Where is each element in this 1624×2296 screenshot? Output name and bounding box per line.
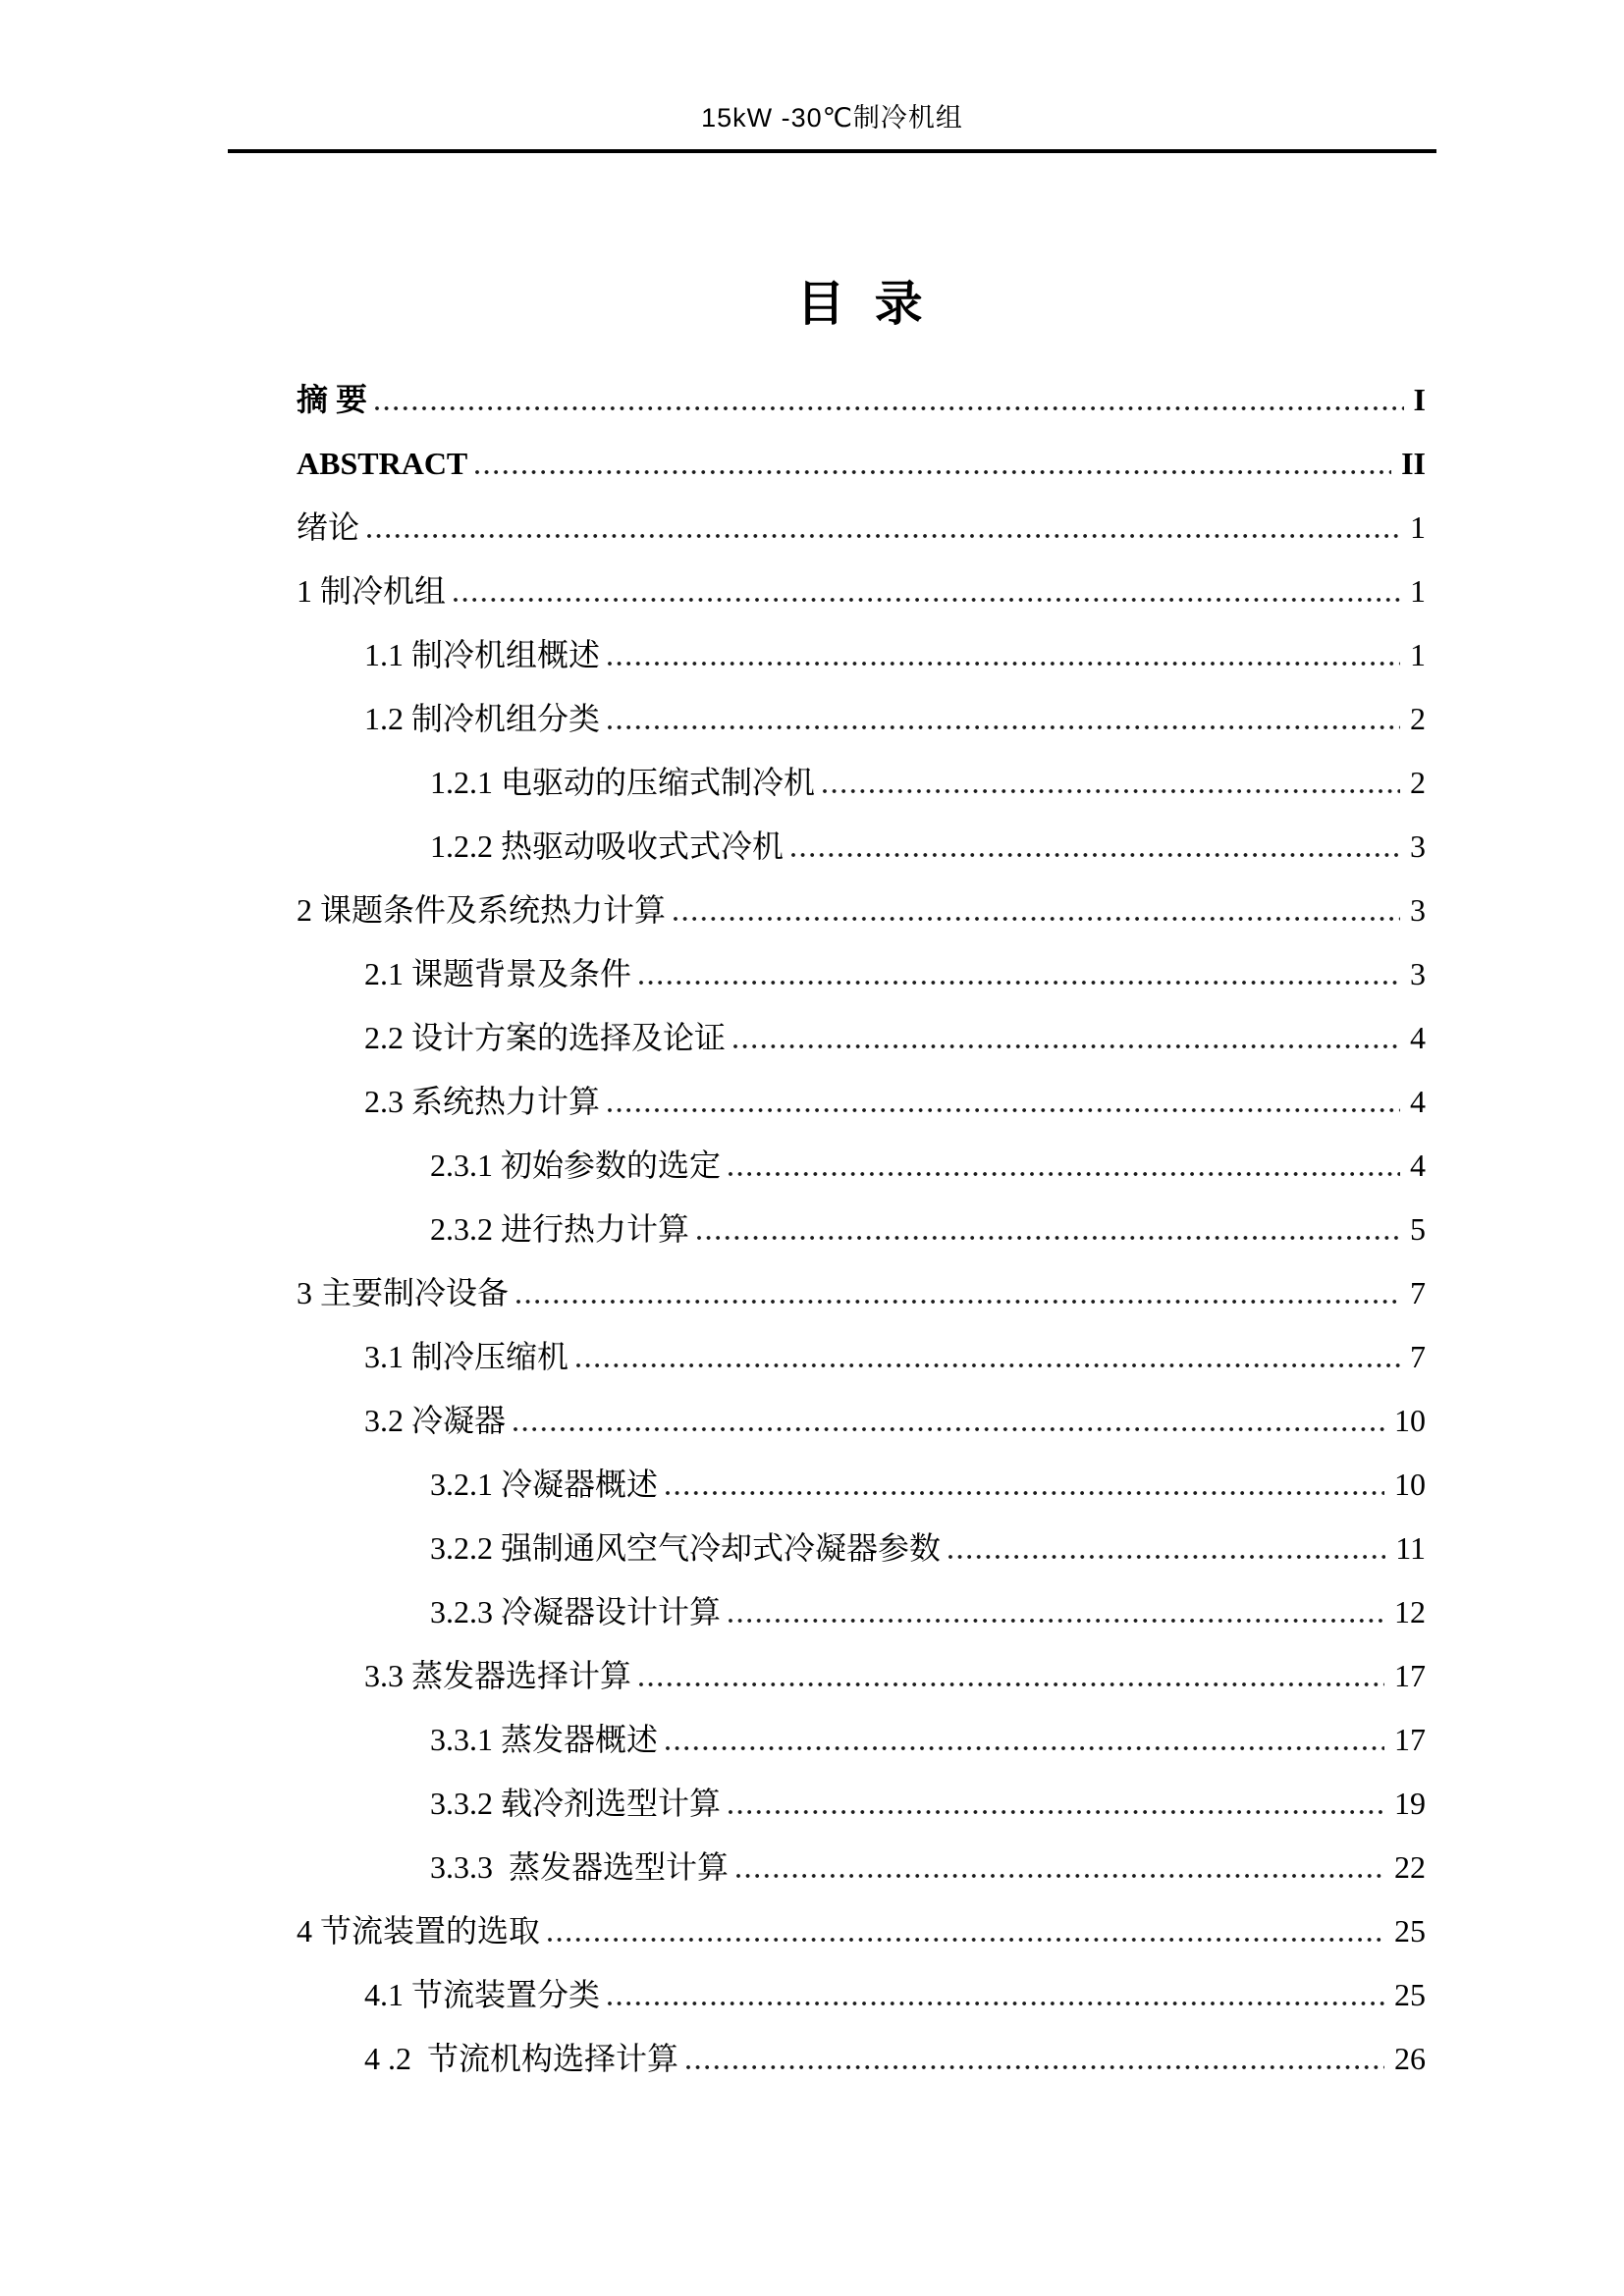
toc-leader-dots: [516, 1300, 1400, 1304]
toc-page-number: 22: [1394, 1849, 1426, 1885]
toc-entry-label: 2.3.1 初始参数的选定: [430, 1148, 722, 1183]
toc-entry[interactable]: [297, 1772, 1426, 1836]
toc-leader-dots: [666, 1746, 1384, 1750]
running-header-title: 15kW -30℃制冷机组: [701, 103, 963, 133]
toc-entry-label: 2.2 设计方案的选择及论证: [364, 1020, 727, 1055]
toc-page-number: 3: [1410, 828, 1426, 864]
toc-page-number: 25: [1394, 1977, 1426, 2012]
toc-entry[interactable]: [297, 1198, 1426, 1261]
toc-page-number: 10: [1394, 1403, 1426, 1438]
toc-leader-dots: [729, 1810, 1384, 1814]
toc-entry[interactable]: [297, 815, 1426, 879]
toc-leader-dots: [548, 1938, 1384, 1942]
toc-entry[interactable]: [297, 1708, 1426, 1772]
toc-page-number: 4: [1410, 1084, 1426, 1119]
toc-page-number: 11: [1395, 1530, 1426, 1566]
toc-page-number: 3: [1410, 892, 1426, 928]
toc-leader-dots: [367, 534, 1400, 538]
toc-entry[interactable]: [297, 1899, 1426, 1963]
toc-leader-dots: [697, 1236, 1400, 1240]
toc-page-number: 3: [1410, 956, 1426, 991]
toc-leader-dots: [948, 1555, 1385, 1559]
toc-leader-dots: [576, 1363, 1400, 1367]
page-title: 目 录: [796, 277, 923, 331]
toc-leader-dots: [686, 2065, 1384, 2069]
toc-leader-dots: [729, 1172, 1400, 1176]
toc-leader-dots: [608, 725, 1400, 729]
toc-entry-label: 绪论: [297, 509, 360, 545]
toc-page-number: 7: [1410, 1275, 1426, 1310]
toc-entry-label: 3.2 冷凝器: [364, 1403, 507, 1438]
toc-entry-label: 3.1 制冷压缩机: [364, 1339, 569, 1374]
toc-page-number: 2: [1410, 765, 1426, 800]
toc-entry-label: 2.3.2 进行热力计算: [430, 1211, 690, 1247]
toc-leader-dots: [736, 1874, 1384, 1878]
toc-entry-label: 1.1 制冷机组概述: [364, 637, 601, 672]
toc-entry-label: 1 制冷机组: [297, 573, 447, 609]
toc-page-number: 2: [1410, 701, 1426, 736]
toc-entry-label: 3.2.2 强制通风空气冷却式冷凝器参数: [430, 1530, 942, 1566]
toc-page-number: 10: [1394, 1467, 1426, 1502]
toc-leader-dots: [823, 789, 1400, 793]
toc-entry-label: 1.2.2 热驱动吸收式式冷机: [430, 828, 785, 864]
toc-entry[interactable]: [297, 1644, 1426, 1708]
toc-entry-label: 3.3.1 蒸发器概述: [430, 1722, 659, 1757]
toc-page-number: 17: [1394, 1658, 1426, 1693]
toc-entry[interactable]: [297, 1453, 1426, 1517]
toc-entry-label: 4.1 节流装置分类: [364, 1977, 601, 2012]
header-rule: [228, 149, 1436, 153]
toc-leader-dots: [674, 917, 1400, 921]
toc-entry[interactable]: [297, 560, 1426, 623]
toc-entry[interactable]: [297, 1836, 1426, 1899]
toc-leader-dots: [608, 2002, 1384, 2005]
table-of-contents: [297, 368, 1426, 2091]
toc-entry[interactable]: [297, 1134, 1426, 1198]
toc-leader-dots: [666, 1491, 1384, 1495]
toc-leader-dots: [639, 981, 1400, 985]
toc-leader-dots: [608, 1108, 1400, 1112]
toc-entry-label: 1.2 制冷机组分类: [364, 701, 601, 736]
toc-entry[interactable]: [297, 942, 1426, 1006]
toc-page-number: 1: [1410, 573, 1426, 609]
toc-page-number: II: [1401, 446, 1426, 481]
toc-leader-dots: [475, 470, 1391, 474]
toc-leader-dots: [791, 853, 1400, 857]
toc-entry[interactable]: [297, 1580, 1426, 1644]
toc-entry-label: 3.2.1 冷凝器概述: [430, 1467, 659, 1502]
toc-page-number: 1: [1410, 509, 1426, 545]
toc-leader-dots: [514, 1427, 1384, 1431]
toc-entry[interactable]: [297, 1261, 1426, 1325]
toc-leader-dots: [608, 662, 1400, 666]
toc-page-number: 26: [1394, 2041, 1426, 2076]
toc-leader-dots: [454, 598, 1400, 602]
toc-entry-label: 2 课题条件及系统热力计算: [297, 892, 667, 928]
toc-entry-label: 3.2.3 冷凝器设计计算: [430, 1594, 722, 1629]
toc-leader-dots: [729, 1619, 1384, 1623]
toc-entry[interactable]: [297, 2027, 1426, 2091]
toc-page-number: 4: [1410, 1020, 1426, 1055]
toc-entry-label: 3.3 蒸发器选择计算: [364, 1658, 632, 1693]
toc-entry[interactable]: [297, 879, 1426, 942]
toc-entry[interactable]: [297, 1389, 1426, 1453]
toc-entry-label: 4 节流装置的选取: [297, 1913, 541, 1949]
toc-entry[interactable]: [297, 1325, 1426, 1389]
toc-page-number: 4: [1410, 1148, 1426, 1183]
toc-entry[interactable]: [297, 623, 1426, 687]
toc-entry-label: 2.1 课题背景及条件: [364, 956, 632, 991]
toc-leader-dots: [733, 1044, 1400, 1048]
toc-leader-dots: [639, 1682, 1384, 1686]
toc-page-number: 19: [1394, 1786, 1426, 1821]
toc-entry-label: 2.3 系统热力计算: [364, 1084, 601, 1119]
toc-page-number: I: [1413, 382, 1426, 417]
toc-page-number: 5: [1410, 1211, 1426, 1247]
toc-entry[interactable]: [297, 368, 1426, 432]
toc-entry-label: 摘 要: [297, 382, 368, 417]
toc-entry-label: 3.3.2 载冷剂选型计算: [430, 1786, 722, 1821]
toc-entry[interactable]: [297, 1963, 1426, 2027]
toc-entry[interactable]: [297, 1070, 1426, 1134]
toc-entry[interactable]: [297, 687, 1426, 751]
toc-leader-dots: [375, 406, 1404, 410]
toc-entry-label: 3.3.3 蒸发器选型计算: [430, 1849, 730, 1885]
toc-page-number: 12: [1394, 1594, 1426, 1629]
toc-entry[interactable]: [297, 496, 1426, 560]
toc-entry-label: 3 主要制冷设备: [297, 1275, 510, 1310]
toc-entry[interactable]: [297, 432, 1426, 496]
toc-entry[interactable]: [297, 1006, 1426, 1070]
toc-page-number: 25: [1394, 1913, 1426, 1949]
toc-entry[interactable]: [297, 751, 1426, 815]
toc-page-number: 7: [1410, 1339, 1426, 1374]
toc-entry-label: ABSTRACT: [297, 446, 468, 481]
toc-page-number: 1: [1410, 637, 1426, 672]
toc-entry-label: 1.2.1 电驱动的压缩式制冷机: [430, 765, 816, 800]
toc-entry-label: 4 .2 节流机构选择计算: [364, 2041, 679, 2076]
toc-entry[interactable]: [297, 1517, 1426, 1580]
toc-page-number: 17: [1394, 1722, 1426, 1757]
